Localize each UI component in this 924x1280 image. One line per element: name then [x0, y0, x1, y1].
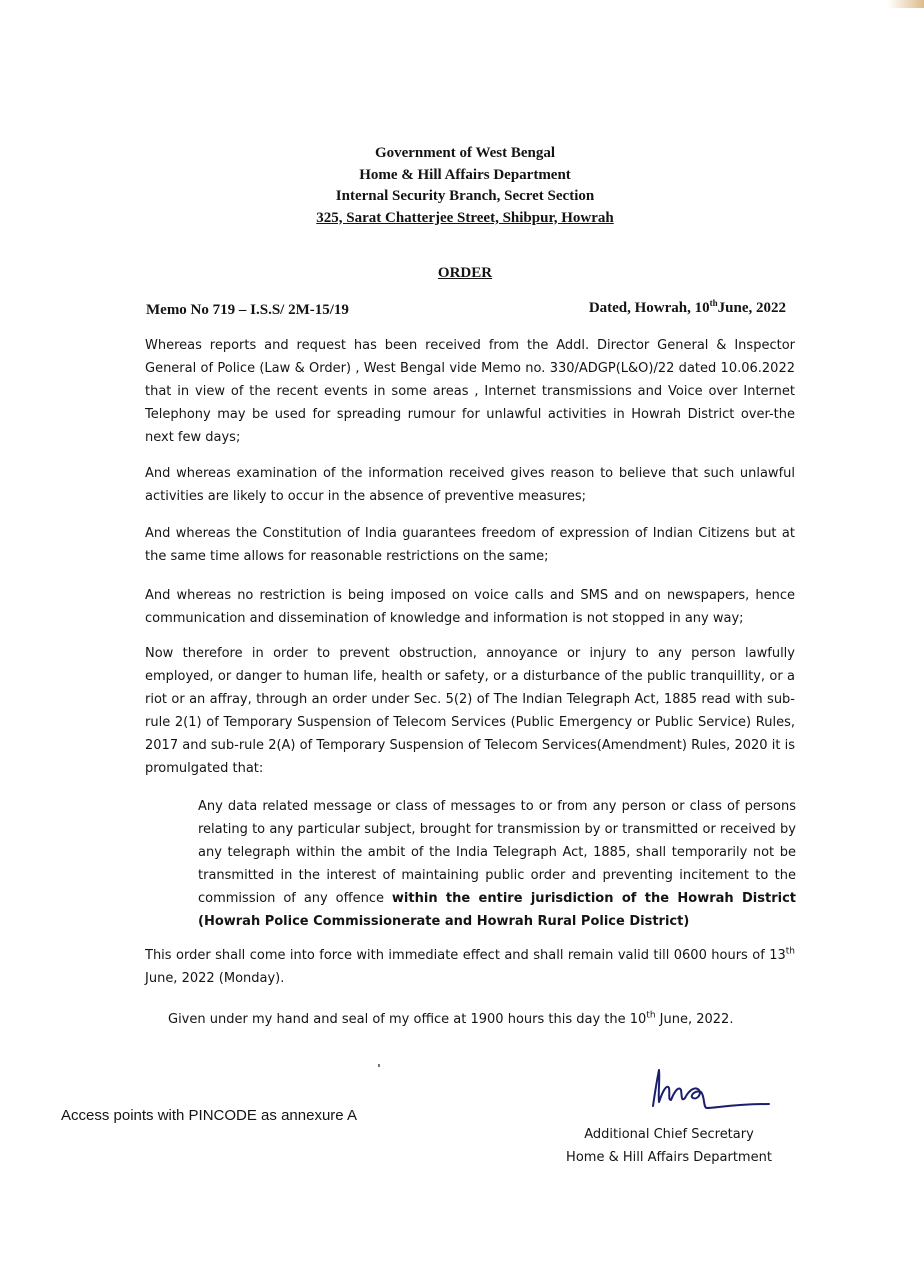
- paragraph-constitution: And whereas the Constitution of India guarantees freedom of expression of Indian Citizens but at the same time allows for reasonable restrictions on the same;: [145, 526, 795, 564]
- memo-number: Memo No 719 – I.S.S/ 2M-15/19: [146, 302, 349, 318]
- scan-corner-mark: [888, 0, 924, 8]
- letterhead-department: Home & Hill Affairs Department: [359, 166, 571, 183]
- memo-row: [146, 300, 786, 322]
- signatory-title: Additional Chief Secretary: [584, 1127, 754, 1142]
- letterhead: [0, 143, 924, 229]
- paragraph-reports: Whereas reports and request has been received from the Addl. Director General & Inspector General of Police (Law & Order) , West Bengal vide Memo no. 330/ADGP(L&O)/22 dated 10.06.2022 that in view of the recent events in some areas , Internet transmissions and Voice over Internet Telephony may be used for spreading rumour for unlawful activities in Howrah District over-the next few days;: [145, 338, 795, 445]
- order-title: ORDER: [437, 265, 493, 281]
- memo-date: Dated, Howrah, 10thJune, 2022: [588, 298, 786, 316]
- signatory-block: [540, 1123, 798, 1169]
- letterhead-government: Government of West Bengal: [374, 145, 556, 161]
- letterhead-branch: Internal Security Branch, Secret Section: [335, 188, 595, 204]
- paragraph-examination: And whereas examination of the information received gives reason to believe that such unlawful activities are likely to occur in the absence of preventive measures;: [145, 466, 795, 504]
- given-under-hand: Given under my hand and seal of my office at 1900 hours this day the 10th June, 2022.: [168, 1010, 734, 1027]
- signature: [645, 1062, 775, 1117]
- order-clause-jurisdiction: within the entire jurisdiction of the Howrah District (Howrah Police Commissionerate and Howrah Rural Police District): [198, 891, 796, 929]
- paragraph-now-therefore: Now therefore in order to prevent obstruction, annoyance or injury to any person lawfully employed, or danger to human life, health or safety, or a disturbance of the public tranquillity, or a riot or an affray, through an order under Sec. 5(2) of The Indian Telegraph Act, 1885 read with sub-rule 2(1) of Temporary Suspension of Telecom Services (Public Emergency or Public Service) Rules, 2017 and sub-rule 2(A) of Temporary Suspension of Telecom Services(Amendment) Rules, 2020 it is promulgated that:: [145, 646, 795, 776]
- order-clause-text: Any data related message or class of messages to or from any person or class of persons relating to any particular subject, brought for transmission by or transmitted or received by any telegraph within the ambit of the India Telegraph Act, 1885, shall temporarily not be transmitted in the interest of maintaining public order and preventing incitement to the commission of any offence: [198, 799, 796, 906]
- paragraph-validity: This order shall come into force with immediate effect and shall remain valid till 0600 hours of 13th June, 2022 (Monday).: [145, 946, 795, 986]
- annexure-note: Access points with PINCODE as annexure A: [61, 1107, 357, 1124]
- signatory-department: Home & Hill Affairs Department: [566, 1150, 772, 1165]
- letterhead-address: 325, Sarat Chatterjee Street, Shibpur, Howrah: [316, 209, 614, 226]
- paragraph-no-restriction: And whereas no restriction is being imposed on voice calls and SMS and on newspapers, hence communication and dissemination of knowledge and information is not stopped in any way;: [145, 588, 795, 626]
- scan-speck: [378, 1064, 380, 1067]
- order-clause: [198, 795, 796, 933]
